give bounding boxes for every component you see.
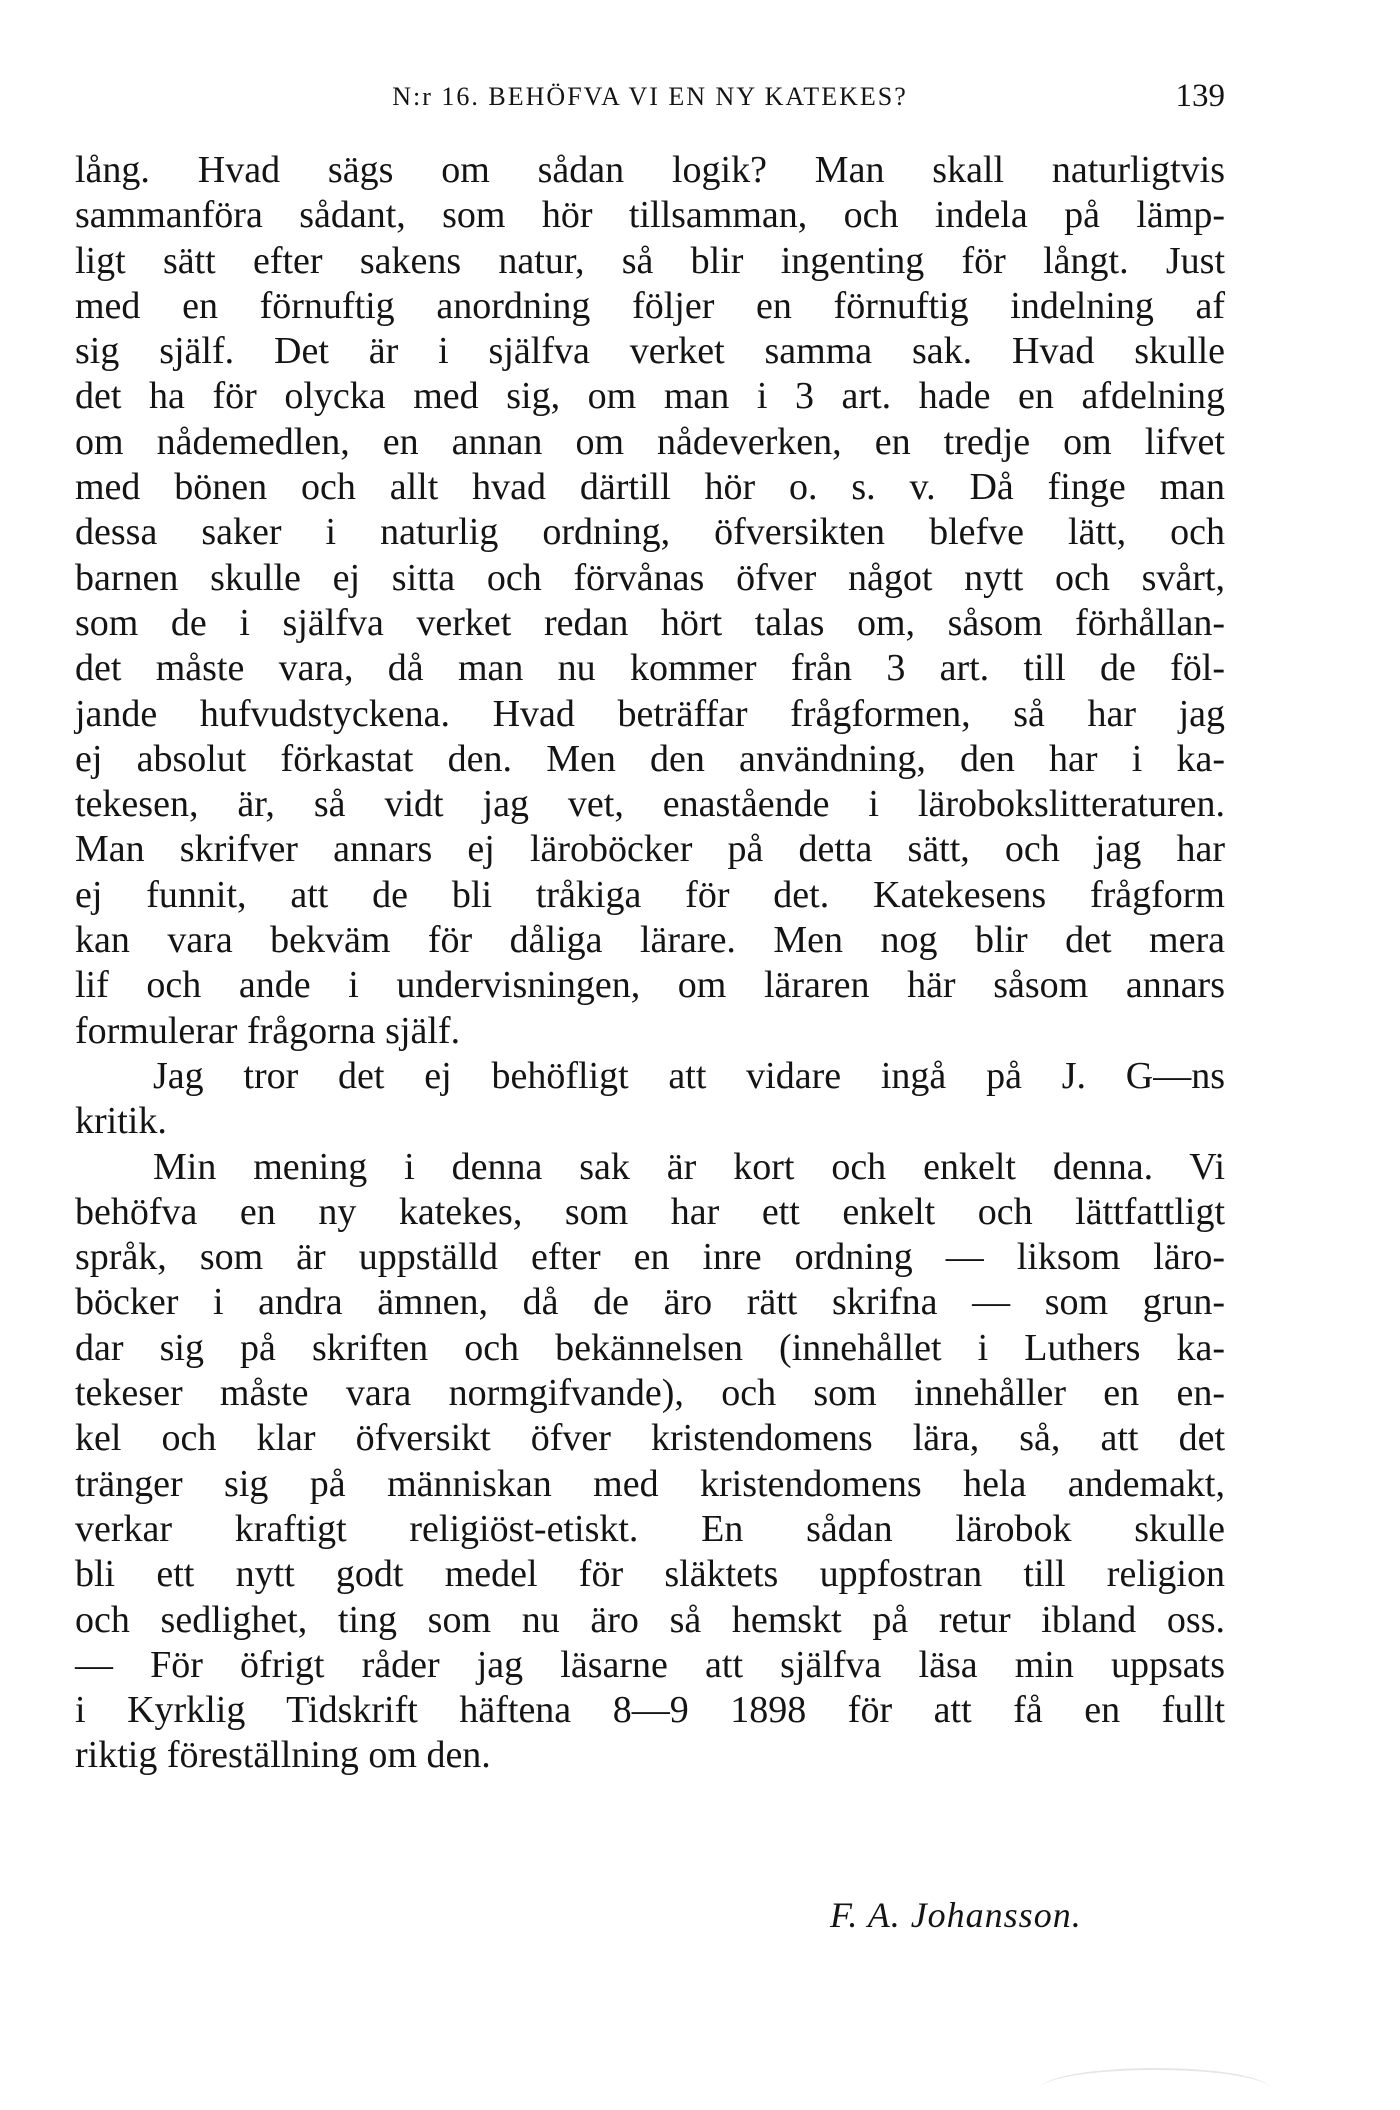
author-signature: F. A. Johansson. — [830, 1895, 1082, 1935]
text-line: — För öfrigt råder jag läsarne att själfva läsa min uppsats — [75, 1643, 1225, 1686]
text-line: barnen skulle ej sitta och förvånas öfver något nytt och svårt, — [75, 556, 1225, 599]
page-smudge — [1040, 2068, 1270, 2110]
text-line: dar sig på skriften och bekännelsen (innehållet i Luthers ka- — [75, 1326, 1225, 1369]
text-line: verkar kraftigt religiöst-etiskt. En sådan lärobok skulle — [75, 1507, 1225, 1550]
text-line: det måste vara, då man nu kommer från 3 art. till de föl- — [75, 647, 1225, 690]
running-title: N:r 16. BEHÖFVA VI EN NY KATEKES? — [392, 82, 908, 111]
text-line: Min mening i denna sak är kort och enkelt denna. Vi — [153, 1145, 1225, 1188]
text-line: ligt sätt efter sakens natur, så blir ingenting för långt. Just — [75, 239, 1225, 282]
text-line: det ha för olycka med sig, om man i 3 art. hade en afdelning — [75, 375, 1225, 418]
text-line: lång. Hvad sägs om sådan logik? Man skall naturligtvis — [75, 149, 1225, 191]
text-line: ej funnit, att de bli tråkiga för det. Katekesens frågform — [75, 873, 1225, 916]
text-line: dessa saker i naturlig ordning, öfversikten blefve lätt, och — [75, 511, 1225, 554]
text-line: bli ett nytt godt medel för släktets uppfostran till religion — [75, 1553, 1225, 1596]
text-line: om nådemedlen, en annan om nådeverken, en tredje om lifvet — [75, 420, 1225, 463]
text-line: lif och ande i undervisningen, om läraren här såsom annars — [75, 964, 1225, 1007]
text-line: formulerar frågorna själf. — [75, 1009, 461, 1052]
text-line: sammanföra sådant, som hör tillsamman, och indela på lämp- — [75, 194, 1225, 237]
text-line: Jag tror det ej behöfligt att vidare ingå på J. G—ns — [153, 1054, 1225, 1097]
text-line: tränger sig på människan med kristendomens hela andemakt, — [75, 1462, 1225, 1505]
text-line: Man skrifver annars ej läroböcker på detta sätt, och jag har — [75, 828, 1225, 871]
text-line: riktig föreställning om den. — [75, 1734, 491, 1777]
text-line: med en förnuftig anordning följer en förnuftig indelning af — [75, 284, 1225, 327]
text-line: jande hufvudstyckena. Hvad beträffar frågformen, så har jag — [75, 692, 1225, 735]
text-line: böcker i andra ämnen, då de äro rätt skrifna — som grun- — [75, 1281, 1225, 1324]
text-line: kel och klar öfversikt öfver kristendomens lära, så, att det — [75, 1417, 1225, 1460]
text-line: behöfva en ny katekes, som har ett enkelt och lättfattligt — [75, 1190, 1225, 1233]
text-line: språk, som är uppställd efter en inre ordning — liksom läro- — [75, 1236, 1225, 1279]
page-number: 139 — [1175, 78, 1225, 114]
text-line: kan vara bekväm för dåliga lärare. Men nog blir det mera — [75, 919, 1225, 962]
text-line: kritik. — [75, 1100, 167, 1143]
text-line: och sedlighet, ting som nu äro så hemskt på retur ibland oss. — [75, 1598, 1225, 1641]
text-line: som de i själfva verket redan hört talas om, såsom förhållan- — [75, 601, 1225, 644]
text-line: tekesen, är, så vidt jag vet, enastående i lärobokslitteraturen. — [75, 783, 1225, 826]
text-line: ej absolut förkastat den. Men den användning, den har i ka- — [75, 737, 1225, 780]
text-line: tekeser måste vara normgifvande), och som innehåller en en- — [75, 1372, 1225, 1415]
text-line: sig själf. Det är i själfva verket samma sak. Hvad skulle — [75, 330, 1225, 373]
text-line: i Kyrklig Tidskrift häftena 8—9 1898 för att få en fullt — [75, 1689, 1225, 1732]
text-line: med bönen och allt hvad därtill hör o. s. v. Då finge man — [75, 466, 1225, 509]
running-head — [75, 80, 1225, 120]
body-text — [75, 148, 1225, 1779]
